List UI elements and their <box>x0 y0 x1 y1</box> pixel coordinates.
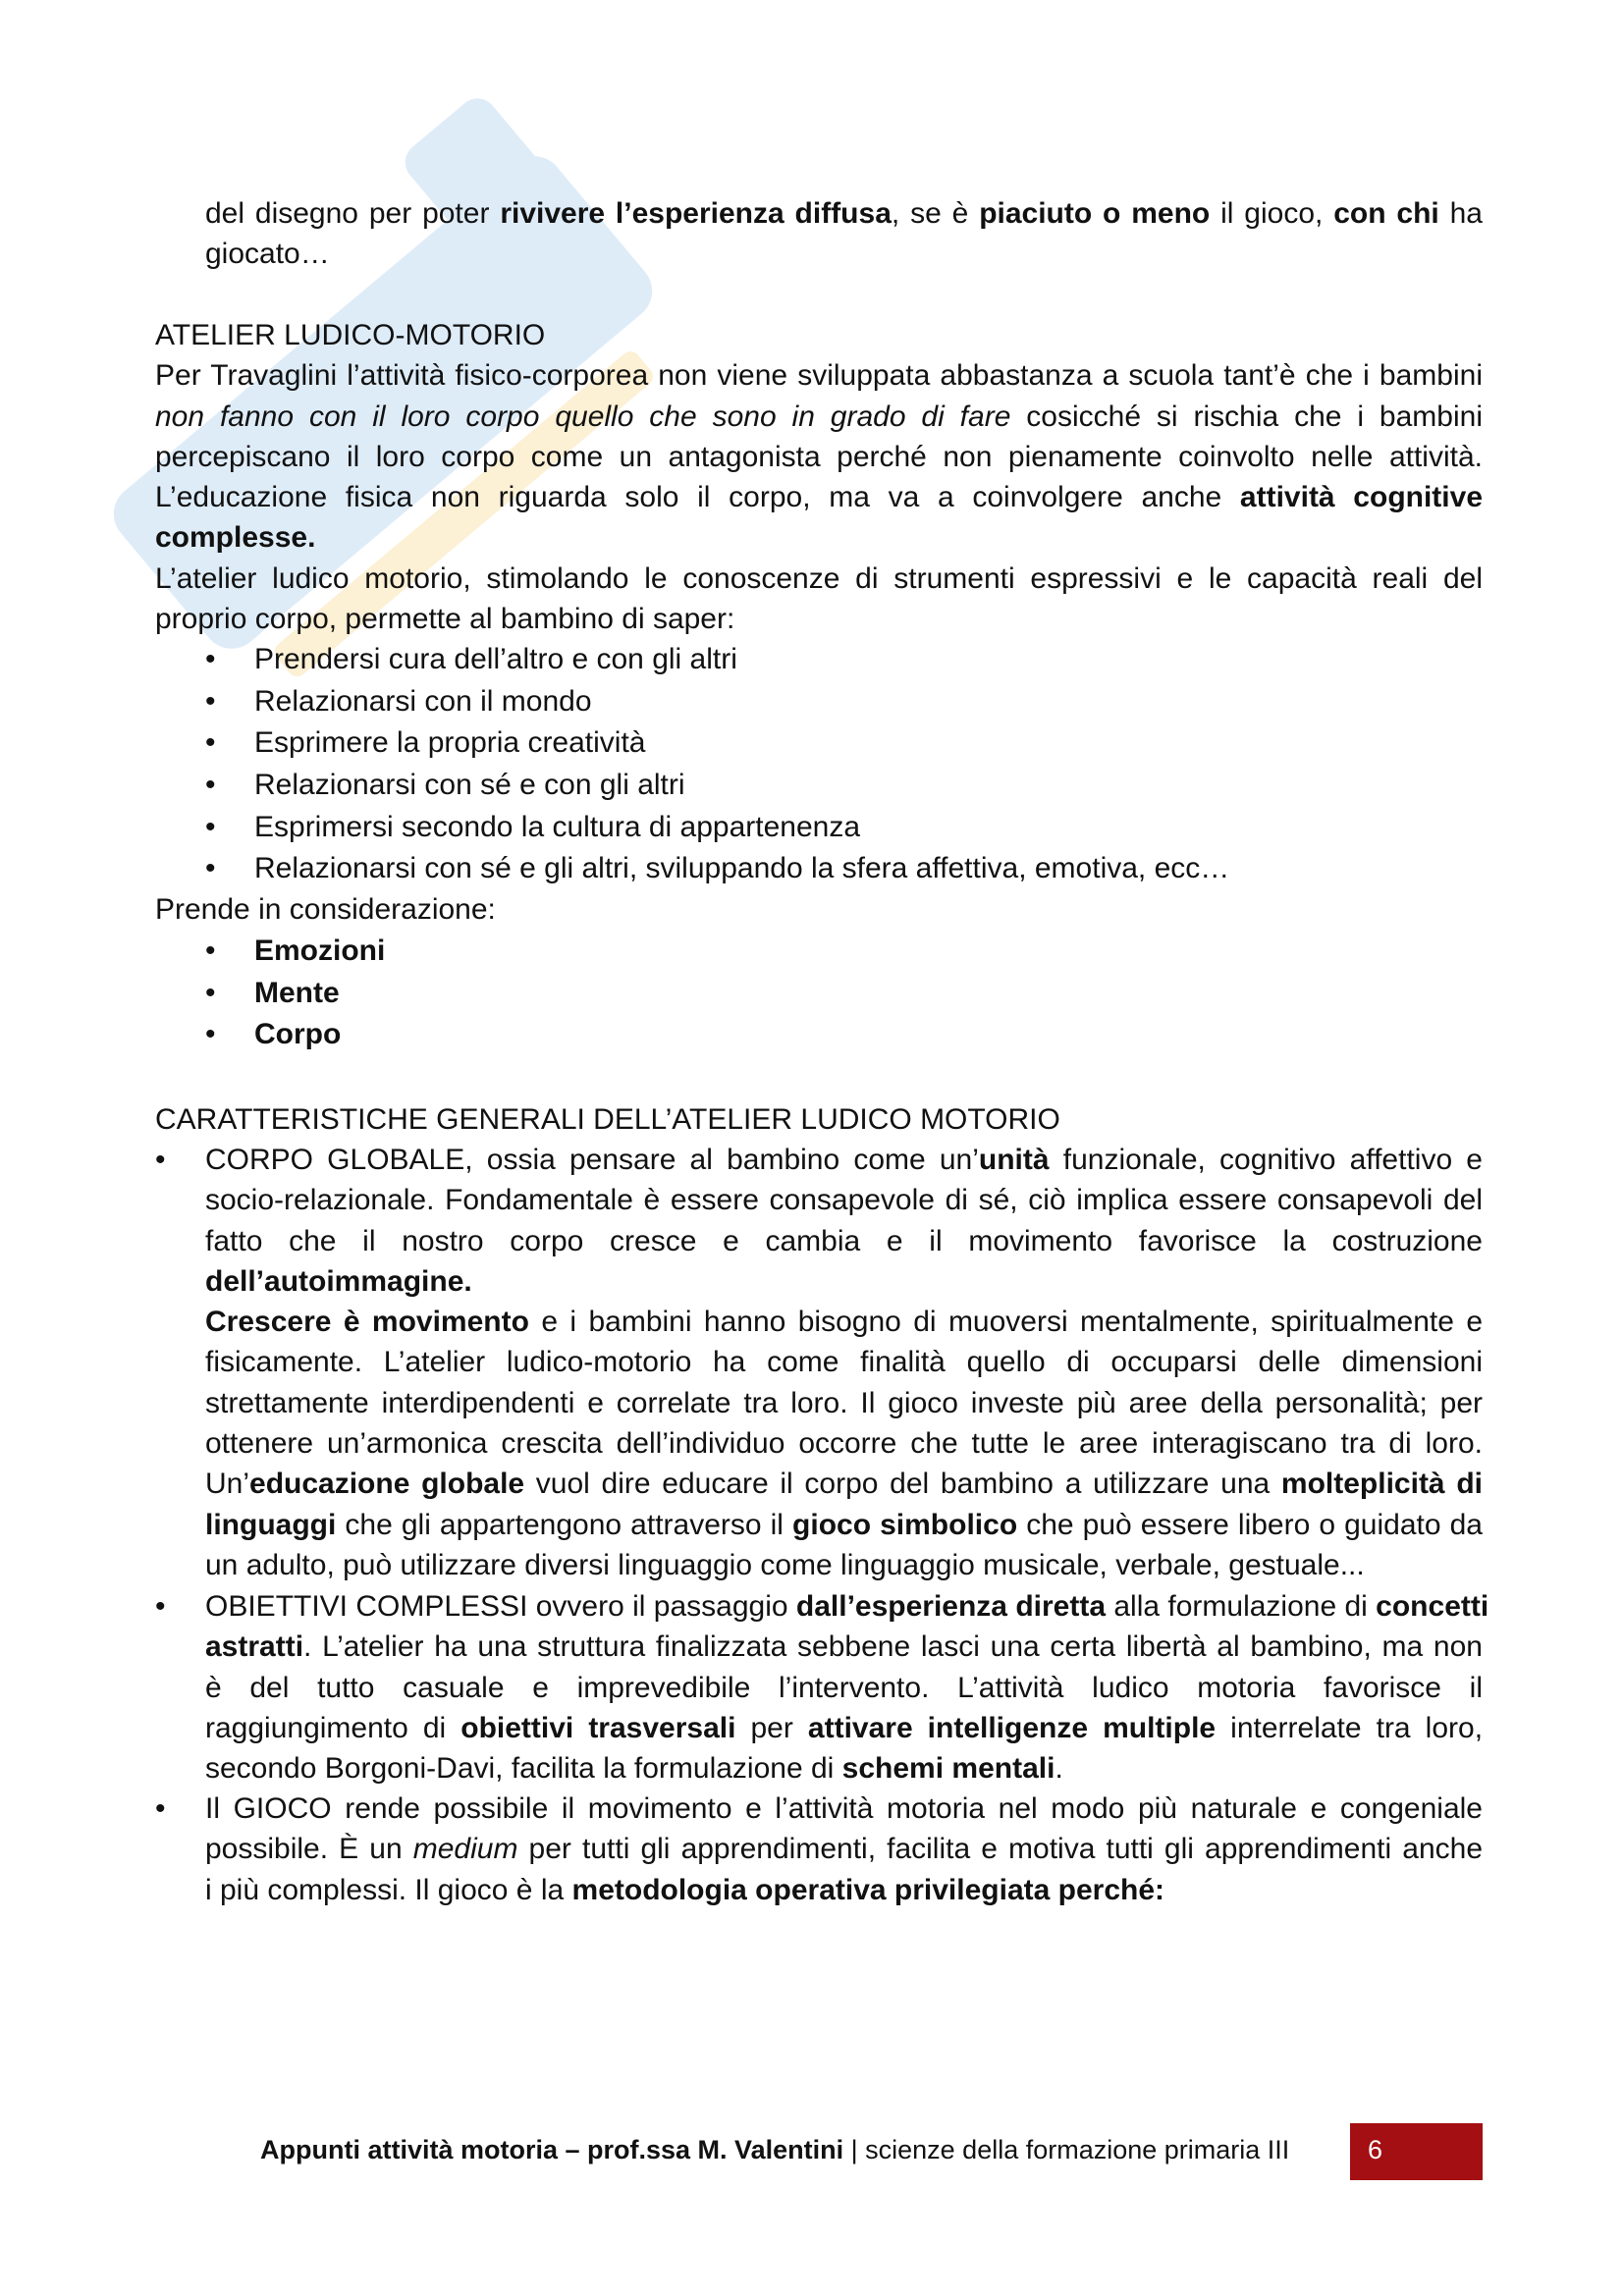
text-line: Il GIOCO rende possibile il movimento e l’attività motoria nel modo più naturale e congeniale <box>205 1792 1483 1825</box>
bullet-icon: • <box>205 684 216 718</box>
section-atelier <box>155 315 1483 639</box>
text-line: strettamente interdipendenti e correlate tra loro. Il gioco investe più aree della personalità; per <box>205 1386 1483 1419</box>
text-line: L’educazione fisica non riguarda solo il corpo, ma va a coinvolgere anche attività cognitive <box>155 481 1483 514</box>
bullet-icon: • <box>205 726 216 760</box>
considers-label: Prende in considerazione: <box>155 893 496 926</box>
text-line: Crescere è movimento e i bambini hanno bisogno di muoversi mentalmente, spiritualmente e <box>205 1306 1484 1339</box>
page-footer <box>260 2123 1483 2180</box>
text-line: i più complessi. Il gioco è la metodologia operativa privilegiata perché: <box>205 1873 1165 1906</box>
text-line: CORPO GLOBALE, ossia pensare al bambino come un’unità funzionale, cognitivo affettivo e <box>205 1144 1483 1176</box>
footer-separator: | <box>843 2135 866 2164</box>
text-line: complesse. <box>155 521 316 555</box>
bullet-gioco <box>205 1789 1483 1910</box>
bullet-icon: • <box>205 934 216 967</box>
text-line: Un’educazione globale vuol dire educare il corpo del bambino a utilizzare una molteplicità di <box>205 1468 1483 1501</box>
list-item: • Relazionarsi con sé e gli altri, sviluppando la sfera affettiva, emotiva, ecc… <box>205 848 1285 890</box>
abilities-list <box>205 639 1285 890</box>
text-line: OBIETTIVI COMPLESSI ovvero il passaggio dall’esperienza diretta alla formulazione di concetti <box>205 1590 1489 1623</box>
intro-paragraph <box>205 193 1483 275</box>
list-item: • Corpo <box>205 1014 1285 1056</box>
text-line: fisicamente. L’atelier ludico-motorio ha come finalità quello di occuparsi delle dimensioni <box>205 1346 1483 1379</box>
text-line: ottenere un’armonica crescita dell’individuo occorre che tutte le aree interagiscano tra di loro. <box>205 1427 1483 1461</box>
text-line: linguaggi che gli appartengono attraverso il gioco simbolico che può essere libero o guidato da <box>205 1508 1483 1541</box>
bullet-icon: • <box>205 643 216 675</box>
text-line: non fanno con il loro corpo quello che sono in grado di fare cosicché si rischia che i bambini <box>155 400 1483 433</box>
section-heading: CARATTERISTICHE GENERALI DELL’ATELIER LUDICO MOTORIO <box>155 1103 1060 1136</box>
bullet-icon: • <box>155 1792 166 1825</box>
bullet-obiettivi-complessi <box>205 1586 1489 1789</box>
bullet-icon: • <box>205 976 216 1009</box>
list-item: • Emozioni <box>205 931 1285 973</box>
text-line: giocato… <box>205 238 330 271</box>
list-item: • Mente <box>205 973 1285 1015</box>
page-number-badge <box>1350 2123 1483 2180</box>
text-line: astratti. L’atelier ha una struttura finalizzata sebbene lasci una certa libertà al bambino, ma non <box>205 1630 1483 1664</box>
footer-course: scienze della formazione primaria III <box>865 2135 1290 2164</box>
bullet-icon: • <box>205 769 216 802</box>
footer-title: Appunti attività motoria – prof.ssa M. Valentini <box>260 2135 844 2164</box>
text-line: Per Travaglini l’attività fisico-corporea non viene sviluppata abbastanza a scuola tant’è che i bambini <box>155 359 1483 393</box>
list-item: • Prendersi cura dell’altro e con gli altri <box>205 639 1285 681</box>
considers-list <box>205 931 1285 1056</box>
text-line: socio-relazionale. Fondamentale è essere consapevole di sé, ciò implica essere consapevoli del <box>205 1184 1483 1217</box>
list-item: • Relazionarsi con il mondo <box>205 681 1285 723</box>
bullet-icon: • <box>205 810 216 843</box>
text-line: proprio corpo, permette al bambino di saper: <box>155 603 735 636</box>
page-number: 6 <box>1368 2135 1383 2164</box>
text-line: un adulto, può utilizzare diversi linguaggio come linguaggio musicale, verbale, gestuale... <box>205 1548 1365 1581</box>
text-line: possibile. È un medium per tutti gli apprendimenti, facilita e motiva tutti gli apprendimenti anche <box>205 1833 1484 1866</box>
bullet-icon: • <box>155 1144 166 1176</box>
text-line: fatto che il nostro corpo cresce e cambia e il movimento favorisce la costruzione <box>205 1224 1483 1257</box>
list-item: • Esprimersi secondo la cultura di appartenenza <box>205 807 1285 849</box>
text-line: del disegno per poter rivivere l’esperienza diffusa, se è piaciuto o meno il gioco, con chi ha <box>205 197 1483 230</box>
text-line: secondo Borgoni-Davi, facilita la formulazione di schemi mentali. <box>205 1752 1063 1786</box>
bullet-icon: • <box>155 1590 166 1623</box>
section-heading: ATELIER LUDICO-MOTORIO <box>155 319 546 351</box>
text-line: percepiscano il loro corpo come un antagonista perché non pienamente coinvolto nelle attività. <box>155 440 1483 473</box>
bullet-icon: • <box>205 1018 216 1051</box>
list-item: • Relazionarsi con sé e con gli altri <box>205 765 1285 807</box>
bullet-icon: • <box>205 852 216 885</box>
text-line: L’atelier ludico motorio, stimolando le conoscenze di strumenti espressivi e le capacità reali del <box>155 561 1483 595</box>
text-line: dell’autoimmagine. <box>205 1264 472 1298</box>
text-line: è del tutto casuale e imprevedibile l’intervento. L’attività ludico motoria favorisce il <box>205 1671 1483 1704</box>
list-item: • Esprimere la propria creatività <box>205 722 1285 765</box>
footer-text <box>260 2135 1289 2165</box>
text-line: raggiungimento di obiettivi trasversali per attivare intelligenze multiple interrelate tra loro, <box>205 1711 1484 1744</box>
bullet-corpo-globale <box>205 1140 1483 1585</box>
